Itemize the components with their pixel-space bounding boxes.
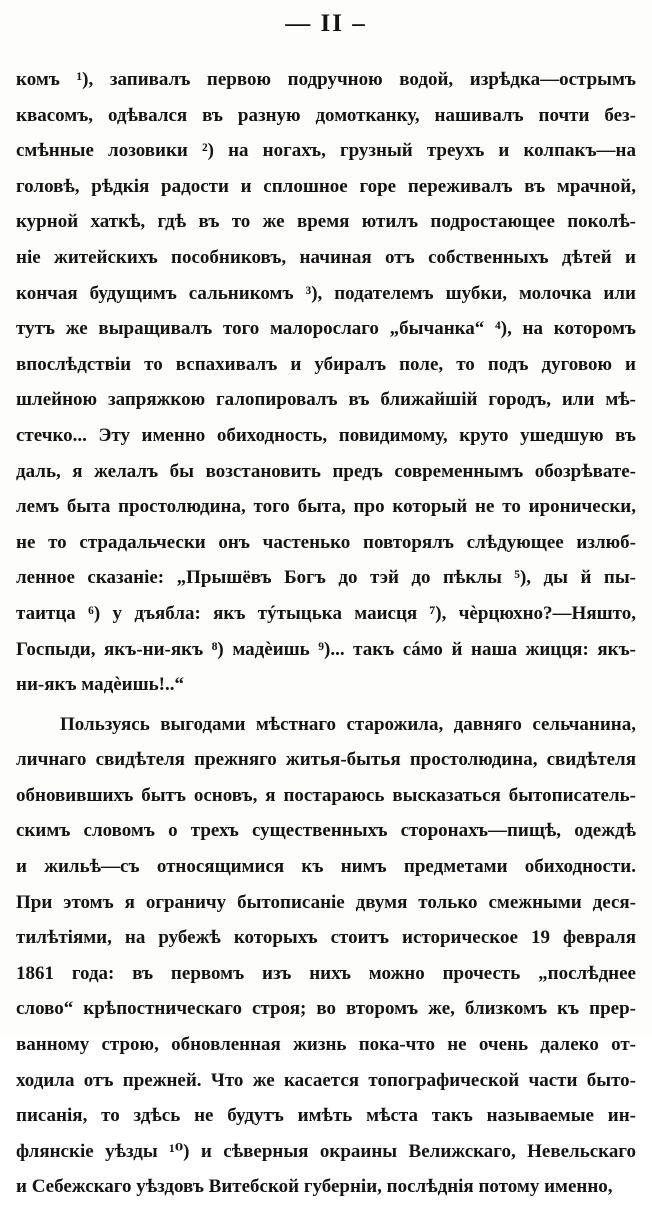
paragraph-2	[16, 707, 636, 1205]
text-line: головѣ, рѣдкія радости и сплошное горе переживалъ въ мрачной,	[16, 175, 636, 197]
text-line: писанія, то здѣсь не будутъ имѣть мѣста такъ называемые ин-	[16, 1105, 636, 1127]
text-line: даль, я желалъ бы возстановить предъ современнымъ обозрѣвате-	[16, 460, 636, 482]
text-line: обновившихъ бытъ основъ, я постараюсь высказаться бытописатель-	[16, 784, 636, 806]
text-line: квасомъ, одѣвался въ разную домотканку, нашивалъ почти без-	[16, 104, 636, 126]
text-line: и Себежскаго уѣздовъ Витебской губерніи, послѣднія потому именно,	[16, 1176, 613, 1198]
text-line: скимъ словомъ о трехъ существенныхъ сторонахъ—пищѣ, одеждѣ	[16, 820, 636, 842]
text-line: флянскіе уѣзды ¹⁰) и сѣверныя окраины Велижскаго, Невельскаго	[16, 1140, 636, 1162]
text-line: не то страдальчески онъ частенько повторялъ слѣдующее излюб-	[16, 531, 636, 553]
text-line: тутъ же выращивалъ того малорослаго „бычанка“ ⁴), на которомъ	[16, 318, 636, 340]
text-line: стечко... Эту именно обиходность, повидимому, круто ушедшую въ	[16, 424, 636, 446]
text-line: ніе житейскихъ пособниковъ, начиная отъ собственныхъ дѣтей и	[16, 246, 636, 268]
text-line: При этомъ я ограничу бытописаніе двумя только смежными деся-	[16, 891, 636, 913]
text-line: курной хаткѣ, гдѣ въ то же время ютилъ подростающее поколѣ-	[16, 211, 636, 233]
text-line: слово“ крѣпостническаго строя; во второмъ же, близкомъ къ прер-	[16, 998, 636, 1020]
text-line: таитца ⁶) у дъябла: якъ тýтыцька маисця ⁷), чѐрцюхно?—Няшто,	[16, 602, 636, 624]
text-line: 1861 года: въ первомъ изъ нихъ можно прочесть „послѣднее	[16, 962, 636, 984]
text-line: и жильѣ—съ относящимися къ нимъ предметами обиходности.	[16, 856, 636, 878]
page-number: — II –	[285, 10, 367, 37]
text-line: смѣнные лозовики ²) на ногахъ, грузный треухъ и колпакъ—на	[16, 140, 636, 162]
text-line: ванному строю, обновленная жизнь пока-что не очень далеко от-	[16, 1034, 636, 1056]
text-line: Госпыди, якъ-ни-якъ ⁸) мадѐишь ⁹)... такъ сáмо й наша жицця: якъ-	[16, 638, 636, 660]
text-line: комъ ¹), запивалъ первою подручною водой, изрѣдка—острымъ	[16, 69, 636, 90]
text-line: кончая будущимъ сальникомъ ³), подателемъ шубки, молочка или	[16, 282, 636, 304]
text-line: шлейною запряжкою галопировалъ въ ближайшій городъ, или мѣ-	[16, 389, 636, 411]
text-body	[16, 62, 636, 1205]
text-line: ходила отъ прежней. Что же касается топографической части быто-	[16, 1069, 636, 1091]
text-line: лемъ быта простолюдина, того быта, про который не то иронически,	[16, 496, 636, 518]
text-line: личнаго свидѣтеля прежняго житья-бытья простолюдина, свидѣтеля	[16, 749, 636, 771]
text-line: ни-якъ мадѐишь!..“	[16, 674, 184, 696]
text-line: ленное сказаніе: „Прышёвъ Богъ до тэй до пѣклы ⁵), ды й пы-	[16, 567, 636, 589]
paragraph-1	[16, 62, 636, 703]
text-line: тилѣтіями, на рубежѣ которыхъ стоитъ историческое 19 февраля	[16, 927, 636, 949]
text-line: впослѣдствіи то вспахивалъ и убиралъ поле, то подъ дуговою и	[16, 353, 636, 375]
text-line: Пользуясь выгодами мѣстнаго старожила, давняго сельчанина,	[60, 713, 636, 735]
